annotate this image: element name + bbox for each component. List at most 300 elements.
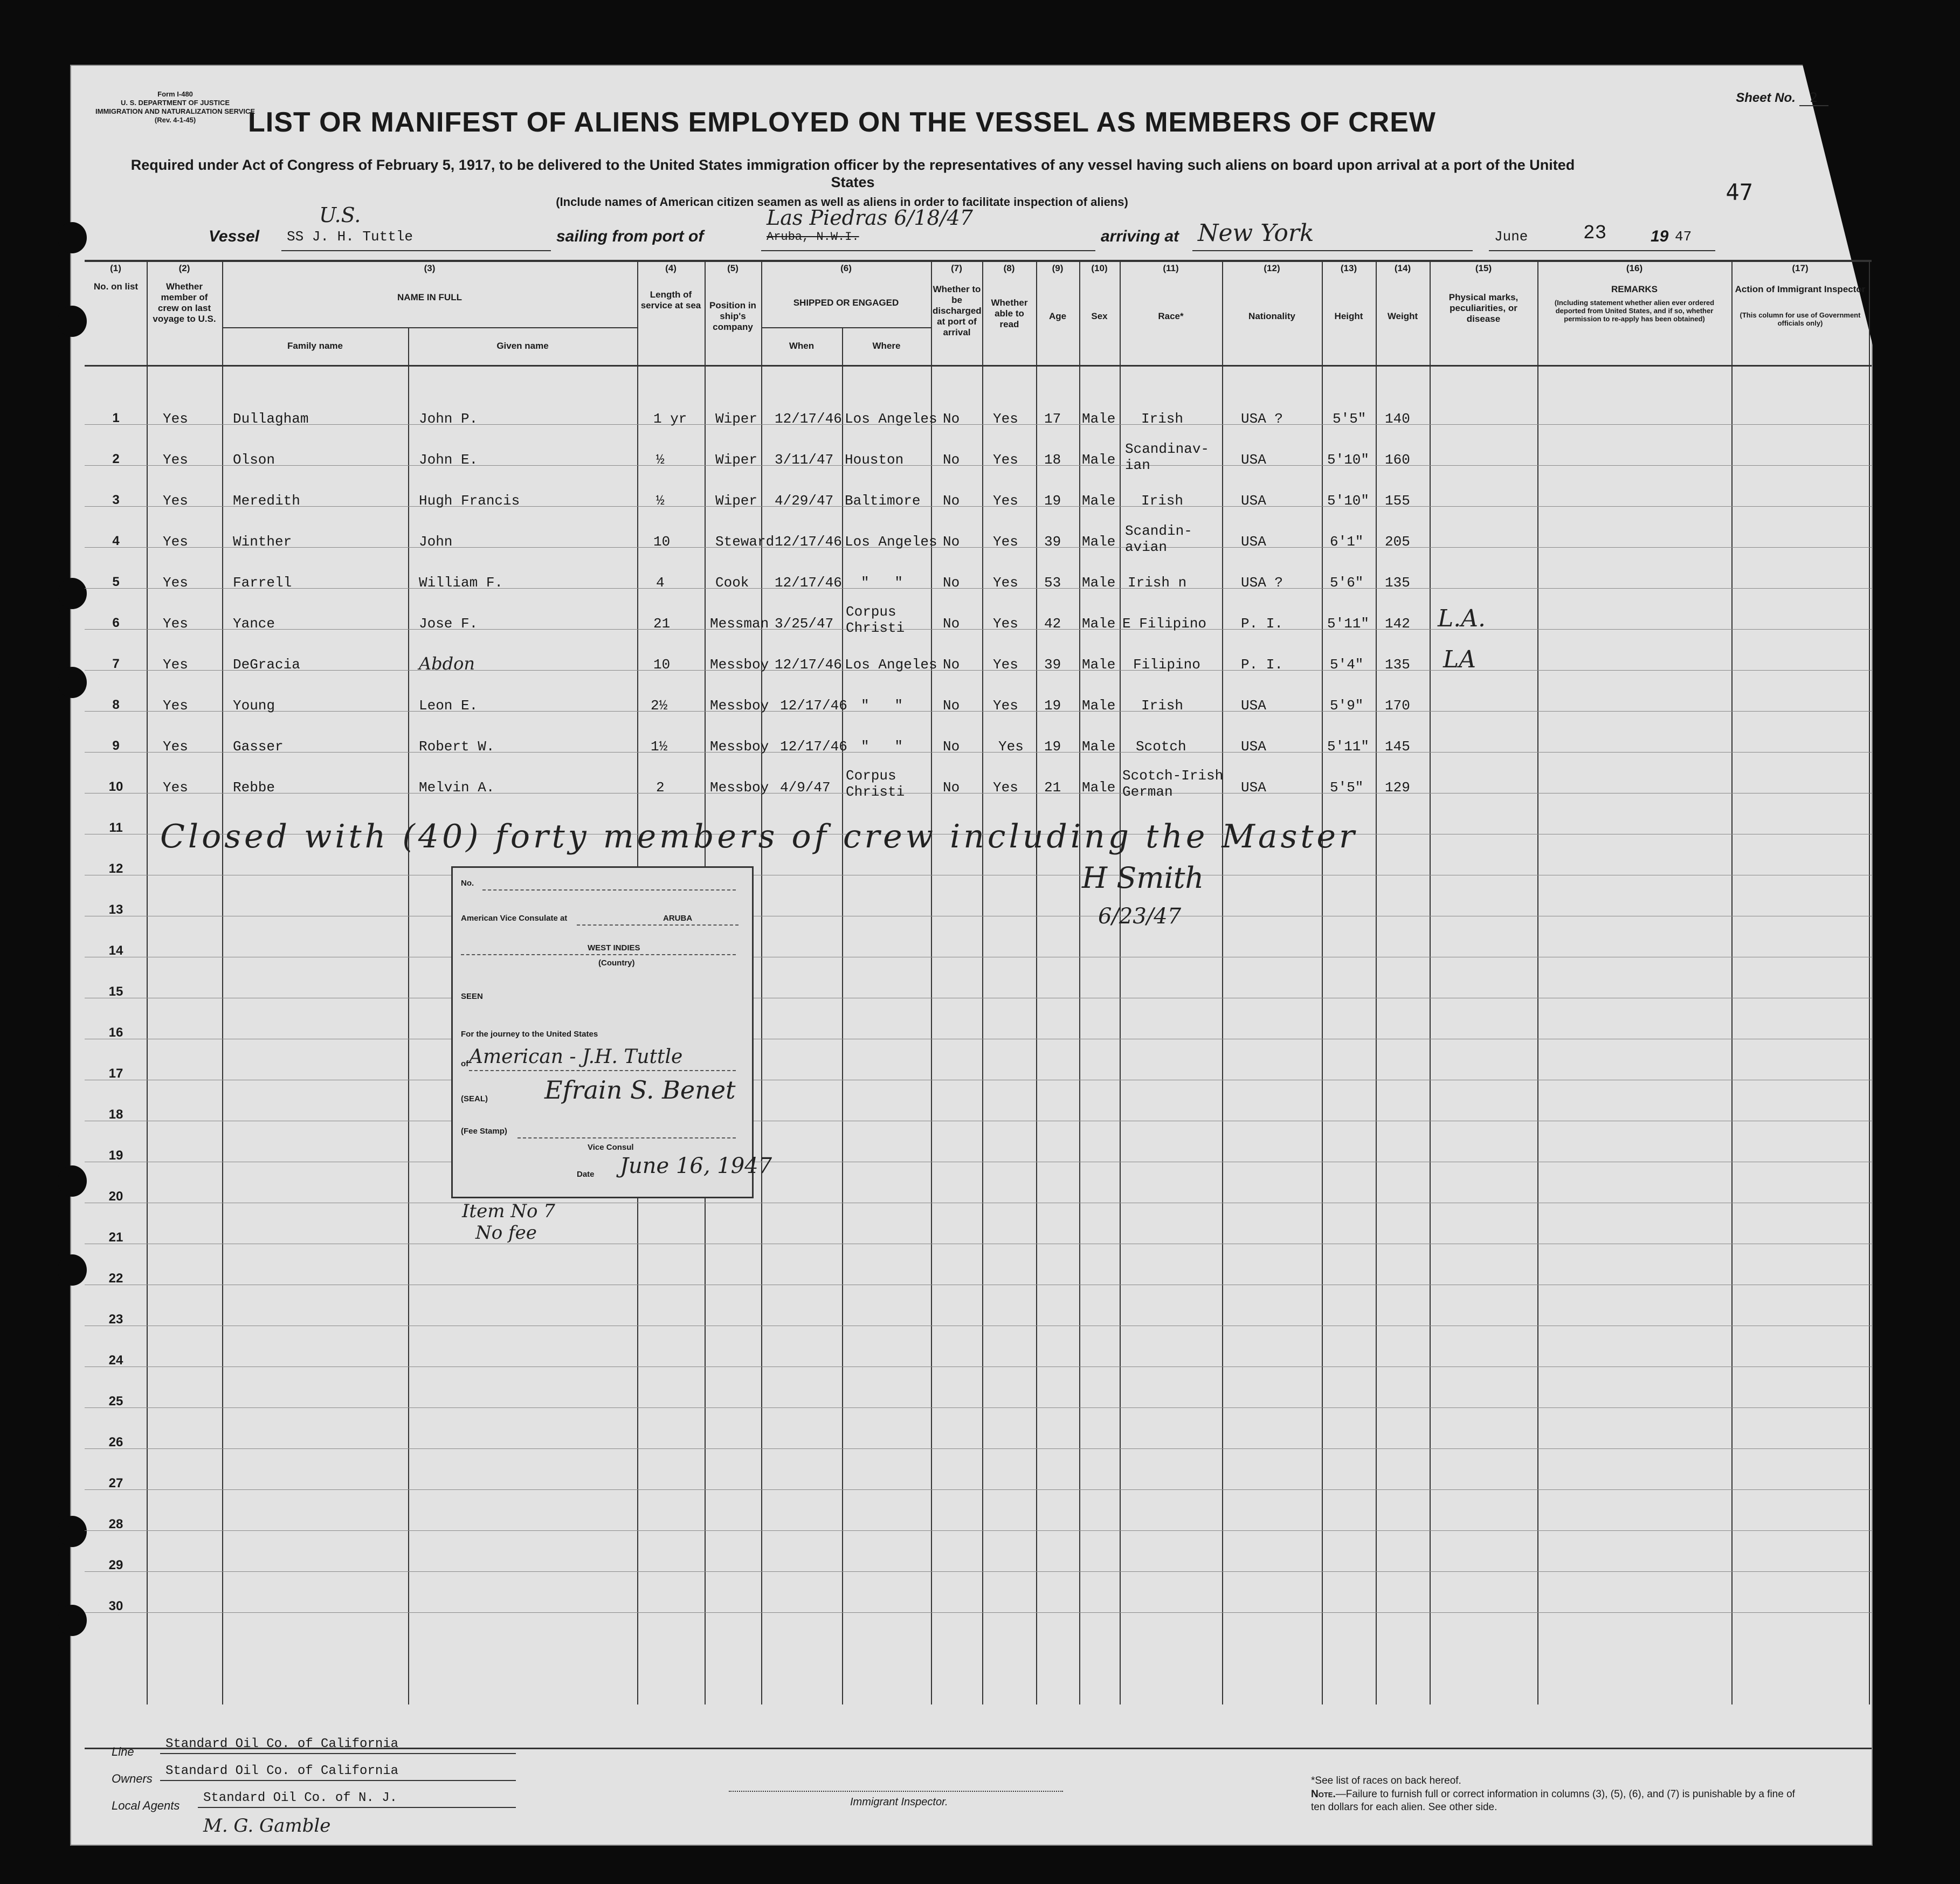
cell-weight: 155 xyxy=(1385,493,1410,509)
inspector-signature-line xyxy=(729,1791,1063,1792)
row-number: 14 xyxy=(108,943,123,958)
cell-height: 5'6" xyxy=(1330,575,1364,591)
cell-weight: 170 xyxy=(1385,698,1410,714)
row-number: 3 xyxy=(112,493,120,507)
cell-family-name: Olson xyxy=(233,452,275,468)
punch-hole xyxy=(58,1516,87,1547)
table-row xyxy=(85,493,1869,534)
shipped-subheader-line xyxy=(761,327,931,328)
cell-family-name: Young xyxy=(233,698,275,714)
footer-owners xyxy=(112,1772,153,1786)
sheet-value: 2 xyxy=(1799,90,1828,106)
row-number: 2 xyxy=(112,452,120,466)
cell-previous-voyage: Yes xyxy=(163,779,188,796)
col-num: (6) xyxy=(840,263,852,273)
cell-previous-voyage: Yes xyxy=(163,739,188,755)
cell-when: 4/9/47 xyxy=(780,779,831,796)
cell-nationality: USA xyxy=(1241,534,1266,550)
cell-nationality: P. I. xyxy=(1241,657,1283,673)
inspector-label xyxy=(850,1796,948,1809)
cell-sex: Male xyxy=(1082,575,1116,591)
header-height: Height xyxy=(1334,311,1363,321)
table-row xyxy=(85,698,1869,739)
cell-race: Scotch xyxy=(1136,739,1186,755)
table-row xyxy=(85,441,1869,493)
arriving-underline xyxy=(1192,250,1473,251)
cell-age: 19 xyxy=(1044,493,1061,509)
cell-nationality: USA ? xyxy=(1241,411,1283,427)
dash-line xyxy=(469,1070,736,1071)
cell-age: 17 xyxy=(1044,411,1061,427)
subtitle: Required under Act of Congress of February 5, 1917, to be delivered to the United States immigration officer by the representatives of any vessel having such aliens on board upon arrival at a port of the United States xyxy=(130,157,1575,190)
col-num: (17) xyxy=(1792,263,1809,273)
stamp-number: 47 xyxy=(1726,179,1753,205)
header-remarks-note: (Including statement whether alien ever ordered deported from United States, and if so, whether permission to re-apply has been obtained) xyxy=(1554,299,1715,323)
cell-weight: 135 xyxy=(1385,575,1410,591)
row-number: 10 xyxy=(108,779,123,794)
races-note: *See list of races on back hereof. xyxy=(1311,1775,1461,1786)
cell-age: 19 xyxy=(1044,739,1061,755)
cell-read: Yes xyxy=(993,779,1018,796)
cell-position: Messboy xyxy=(710,657,769,673)
cell-given-name: Leon E. xyxy=(419,698,478,714)
cell-read: Yes xyxy=(993,534,1018,550)
cell-sex: Male xyxy=(1082,493,1116,509)
consul-note-fee: No fee xyxy=(475,1222,537,1244)
cell-position: Wiper xyxy=(715,493,758,509)
sailing-underline xyxy=(761,250,1095,251)
department: U. S. DEPARTMENT OF JUSTICE xyxy=(121,99,230,107)
row-number: 1 xyxy=(112,411,120,425)
row-number: 24 xyxy=(108,1353,123,1368)
row-number: 23 xyxy=(108,1312,123,1327)
cell-race: Irish xyxy=(1141,698,1184,714)
seen-label: SEEN xyxy=(461,992,483,1001)
cell-given-name: John xyxy=(419,534,453,550)
col-num: (14) xyxy=(1394,263,1411,273)
cell-given-name: Melvin A. xyxy=(419,779,495,796)
dash-line xyxy=(482,889,736,891)
cell-discharged: No xyxy=(943,657,960,673)
col-num: (1) xyxy=(110,263,121,273)
col-num: (5) xyxy=(727,263,739,273)
cell-given-name: Jose F. xyxy=(419,616,478,632)
header-service: Length of service at sea xyxy=(640,289,701,310)
sheet-number xyxy=(1736,90,1828,106)
cell-family-name: Winther xyxy=(233,534,292,550)
row-number: 13 xyxy=(108,902,123,917)
vessel-underline xyxy=(281,250,551,251)
cell-sex: Male xyxy=(1082,779,1116,796)
col-num: (12) xyxy=(1264,263,1280,273)
col-num: (4) xyxy=(665,263,677,273)
cell-nationality: USA xyxy=(1241,739,1266,755)
cell-weight: 160 xyxy=(1385,452,1410,468)
cell-when: 12/17/46 xyxy=(775,575,842,591)
col-num: (9) xyxy=(1052,263,1064,273)
cell-weight: 135 xyxy=(1385,657,1410,673)
header-race: Race* xyxy=(1158,311,1184,321)
cell-read: Yes xyxy=(993,657,1018,673)
cell-race: Scotch-Irish German xyxy=(1122,768,1224,800)
cell-height: 5'10" xyxy=(1327,493,1370,509)
cell-family-name: Farrell xyxy=(233,575,292,591)
of-label: of xyxy=(461,1059,469,1068)
subnote: (Include names of American citizen seamen as well as aliens in order to facilitate inspection of aliens) xyxy=(556,195,1128,209)
row-number: 15 xyxy=(108,984,123,999)
cell-read: Yes xyxy=(993,411,1018,427)
agent-signature: M. G. Gamble xyxy=(203,1815,331,1837)
cell-previous-voyage: Yes xyxy=(163,698,188,714)
row-number: 26 xyxy=(108,1435,123,1450)
cell-where: Corpus Christi xyxy=(846,768,905,800)
cell-where: Houston xyxy=(845,452,904,468)
header-position: Position in ship's company xyxy=(709,300,756,332)
cell-service: 2 xyxy=(656,779,665,796)
row-number: 6 xyxy=(112,616,120,630)
cell-where: " " xyxy=(861,698,903,714)
header-when: When xyxy=(789,341,815,351)
table-row xyxy=(85,604,1869,657)
cell-read: Yes xyxy=(993,575,1018,591)
header-inspector-action: Action of Immigrant Inspector xyxy=(1735,284,1866,294)
agents-label: Local Agents xyxy=(112,1799,180,1812)
form-number: Form I-480 xyxy=(157,90,193,98)
cell-previous-voyage: Yes xyxy=(163,657,188,673)
col-num: (7) xyxy=(951,263,962,273)
cell-age: 39 xyxy=(1044,657,1061,673)
cell-position: Wiper xyxy=(715,411,758,427)
cell-nationality: USA xyxy=(1241,698,1266,714)
cell-service: 10 xyxy=(653,534,671,550)
cell-race: Irish xyxy=(1141,411,1184,427)
cell-when: 4/29/47 xyxy=(775,493,834,509)
country-label: (Country) xyxy=(598,958,635,968)
row-line xyxy=(85,1407,1872,1408)
cell-position: Cook xyxy=(715,575,749,591)
cell-discharged: No xyxy=(943,534,960,550)
cell-height: 6'1" xyxy=(1330,534,1364,550)
row-number: 11 xyxy=(109,820,123,835)
cell-height: 5'5" xyxy=(1333,411,1367,427)
table-top-border xyxy=(85,260,1872,262)
page-title: LIST OR MANIFEST OF ALIENS EMPLOYED ON THE VESSEL AS MEMBERS OF CREW xyxy=(248,107,1436,138)
row-number: 16 xyxy=(108,1025,123,1040)
cell-weight: 140 xyxy=(1385,411,1410,427)
owners-label: Owners xyxy=(112,1772,153,1785)
consul-stamp xyxy=(451,866,772,1198)
punch-hole xyxy=(58,306,87,337)
cell-age: 42 xyxy=(1044,616,1061,632)
cell-height: 5'11" xyxy=(1327,616,1370,632)
cell-nationality: P. I. xyxy=(1241,616,1283,632)
cell-previous-voyage: Yes xyxy=(163,452,188,468)
col-num: (2) xyxy=(178,263,190,273)
cell-family-name: Dullagham xyxy=(233,411,309,427)
punch-hole xyxy=(58,222,87,253)
cell-when: 12/17/46 xyxy=(775,534,842,550)
arrival-month: June xyxy=(1494,229,1528,245)
cell-discharged: No xyxy=(943,616,960,632)
journey-label: For the journey to the United States xyxy=(461,1030,598,1039)
table-row xyxy=(85,411,1869,452)
cell-race: Filipino xyxy=(1133,657,1200,673)
cell-service: 1½ xyxy=(651,739,668,755)
punch-hole xyxy=(58,578,87,609)
cell-where: Los Angeles xyxy=(845,411,937,427)
cell-race: Irish xyxy=(1141,493,1184,509)
cell-where: Los Angeles xyxy=(845,657,937,673)
cell-physical-marks: L.A. xyxy=(1438,605,1486,632)
cell-weight: 142 xyxy=(1385,616,1410,632)
revision: (Rev. 4-1-45) xyxy=(154,116,196,124)
cell-where: " " xyxy=(861,575,903,591)
cell-when: 12/17/46 xyxy=(780,698,847,714)
punch-hole xyxy=(58,1165,87,1197)
cell-service: ½ xyxy=(656,493,665,509)
cell-family-name: Meredith xyxy=(233,493,300,509)
row-number: 27 xyxy=(108,1476,123,1490)
cell-discharged: No xyxy=(943,452,960,468)
row-number: 29 xyxy=(108,1558,123,1572)
vessel-label: Vessel xyxy=(209,227,259,245)
footer-line xyxy=(112,1745,134,1759)
cell-given-name: William F. xyxy=(419,575,503,591)
cell-previous-voyage: Yes xyxy=(163,534,188,550)
country-value: WEST INDIES xyxy=(588,943,640,953)
row-line xyxy=(85,1612,1872,1613)
owners-underline xyxy=(160,1780,516,1781)
cell-position: Steward xyxy=(715,534,775,550)
row-number: 28 xyxy=(108,1517,123,1531)
cell-given-name: John E. xyxy=(419,452,478,468)
consul-note-item: Item No 7 xyxy=(462,1200,555,1222)
cell-height: 5'9" xyxy=(1330,698,1364,714)
dash-line xyxy=(577,924,739,926)
service: IMMIGRATION AND NATURALIZATION SERVICE xyxy=(95,107,256,115)
header-weight: Weight xyxy=(1387,311,1418,321)
row-line xyxy=(85,1489,1872,1490)
cell-race: Irish n xyxy=(1128,575,1187,591)
cell-sex: Male xyxy=(1082,452,1116,468)
closing-statement: Closed with (40) forty members of crew including the Master xyxy=(160,818,1358,855)
cell-read: Yes xyxy=(993,452,1018,468)
cell-where: " " xyxy=(861,739,903,755)
row-line xyxy=(85,1448,1872,1449)
cell-previous-voyage: Yes xyxy=(163,493,188,509)
vessel-flag: U.S. xyxy=(319,203,361,227)
date-underline xyxy=(1489,250,1715,251)
header-given-name: Given name xyxy=(496,341,549,351)
vessel-name: SS J. H. Tuttle xyxy=(287,229,413,245)
cell-service: ½ xyxy=(656,452,665,468)
header-bottom-border xyxy=(85,365,1872,367)
sailing-port-struck: Aruba, N.W.I. xyxy=(767,230,859,244)
year-prefix: 19 xyxy=(1651,227,1669,245)
cell-sex: Male xyxy=(1082,534,1116,550)
cell-age: 18 xyxy=(1044,452,1061,468)
line-value: Standard Oil Co. of California xyxy=(165,1737,399,1751)
line-label: Line xyxy=(112,1745,134,1758)
cell-position: Messboy xyxy=(710,739,769,755)
inspector-label-text: Immigrant Inspector. xyxy=(850,1796,948,1808)
dash-line xyxy=(517,1137,736,1138)
cell-height: 5'11" xyxy=(1327,739,1370,755)
cell-age: 21 xyxy=(1044,779,1061,796)
arriving-port: New York xyxy=(1198,219,1314,247)
cell-height: 5'10" xyxy=(1327,452,1370,468)
cell-service: 2½ xyxy=(651,698,668,714)
cell-sex: Male xyxy=(1082,616,1116,632)
crew-table xyxy=(85,260,1872,1704)
header-nationality: Nationality xyxy=(1248,311,1295,321)
row-number: 12 xyxy=(108,861,123,876)
name-subheader-line xyxy=(222,327,637,328)
cell-age: 53 xyxy=(1044,575,1061,591)
cell-race: Scandin- avian xyxy=(1125,523,1192,555)
line-underline xyxy=(160,1753,516,1754)
cell-where: Corpus Christi xyxy=(846,604,905,636)
header-where: Where xyxy=(872,341,901,351)
row-number: 30 xyxy=(108,1599,123,1613)
cell-discharged: No xyxy=(943,575,960,591)
cell-position: Messboy xyxy=(710,698,769,714)
cell-discharged: No xyxy=(943,493,960,509)
cell-read: Yes xyxy=(993,616,1018,632)
cell-weight: 145 xyxy=(1385,739,1410,755)
note-label: Note. xyxy=(1311,1789,1336,1800)
cell-race: E Filipino xyxy=(1122,616,1207,632)
col-num: (10) xyxy=(1091,263,1108,273)
cell-when: 12/17/46 xyxy=(775,411,842,427)
fine-note xyxy=(1311,1788,1807,1814)
cell-sex: Male xyxy=(1082,411,1116,427)
cell-sex: Male xyxy=(1082,698,1116,714)
row-number: 25 xyxy=(108,1394,123,1409)
consul-no-label: No. xyxy=(461,879,474,888)
cell-position: Messman xyxy=(710,616,769,632)
col-line xyxy=(1869,260,1870,1704)
consul-label: Vice Consul xyxy=(588,1143,634,1152)
table-row xyxy=(85,523,1869,575)
cell-read: Yes xyxy=(998,739,1024,755)
cell-weight: 205 xyxy=(1385,534,1410,550)
col-num: (8) xyxy=(1003,263,1015,273)
fee-stamp-label: (Fee Stamp) xyxy=(461,1127,507,1136)
col-num: (13) xyxy=(1340,263,1357,273)
agents-underline xyxy=(198,1807,516,1808)
cell-discharged: No xyxy=(943,739,960,755)
cell-position: Messboy xyxy=(710,779,769,796)
sailing-label: sailing from port of xyxy=(556,227,704,245)
cell-weight: 129 xyxy=(1385,779,1410,796)
sheet-label: Sheet No. xyxy=(1736,91,1796,105)
cell-age: 39 xyxy=(1044,534,1061,550)
header-discharged: Whether to be discharged at port of arrival xyxy=(933,284,982,337)
consul-signature: Efrain S. Benet xyxy=(544,1075,736,1105)
cell-read: Yes xyxy=(993,698,1018,714)
cell-when: 12/17/46 xyxy=(775,657,842,673)
consulate-place: ARUBA xyxy=(663,914,693,923)
cell-age: 19 xyxy=(1044,698,1061,714)
cell-family-name: Rebbe xyxy=(233,779,275,796)
row-number: 5 xyxy=(112,575,120,589)
cell-given-name: Hugh Francis xyxy=(419,493,520,509)
cell-previous-voyage: Yes xyxy=(163,575,188,591)
cell-nationality: USA xyxy=(1241,452,1266,468)
cell-where: Los Angeles xyxy=(845,534,937,550)
arrival-day: 23 xyxy=(1583,222,1607,244)
agents-value: Standard Oil Co. of N. J. xyxy=(203,1791,398,1805)
header-no: No. on list xyxy=(93,281,139,292)
cell-given-name: John P. xyxy=(419,411,478,427)
cell-family-name: Gasser xyxy=(233,739,284,755)
header-age: Age xyxy=(1048,311,1067,321)
header-shipped: SHIPPED OR ENGAGED xyxy=(793,298,899,308)
row-number: 4 xyxy=(112,534,120,548)
seal-label: (SEAL) xyxy=(461,1094,488,1103)
row-number: 7 xyxy=(112,657,120,671)
arriving-label: arriving at xyxy=(1101,227,1179,245)
consulate-label: American Vice Consulate at xyxy=(461,914,568,923)
cell-race: Scandinav- ian xyxy=(1125,441,1210,473)
footer-agents xyxy=(112,1799,180,1813)
cell-where: Baltimore xyxy=(845,493,921,509)
manifest-sheet xyxy=(70,65,1873,1846)
cell-height: 5'4" xyxy=(1330,657,1364,673)
cell-nationality: USA xyxy=(1241,493,1266,509)
header-previous-voyage: Whether member of crew on last voyage to U.S. xyxy=(153,281,216,324)
table-row xyxy=(85,768,1869,820)
header-family-name: Family name xyxy=(287,341,343,351)
cell-nationality: USA ? xyxy=(1241,575,1283,591)
year-suffix: 47 xyxy=(1675,229,1692,245)
row-number: 9 xyxy=(112,739,120,753)
stamp-date-label: Date xyxy=(577,1170,595,1179)
row-line xyxy=(85,1571,1872,1572)
table-row xyxy=(85,575,1869,616)
cell-discharged: No xyxy=(943,411,960,427)
header-name: NAME IN FULL xyxy=(397,292,462,302)
dash-line xyxy=(461,954,736,955)
cell-when: 12/17/46 xyxy=(780,739,847,755)
row-line xyxy=(85,1530,1872,1531)
cell-sex: Male xyxy=(1082,657,1116,673)
stamp-date: June 16, 1947 xyxy=(620,1154,772,1178)
row-number: 21 xyxy=(108,1230,123,1245)
row-number: 8 xyxy=(112,698,120,712)
header-physical-marks: Physical marks, peculiarities, or disease xyxy=(1448,292,1519,324)
cell-height: 5'5" xyxy=(1330,779,1364,796)
closing-signature: H Smith xyxy=(1082,861,1204,895)
punch-hole xyxy=(58,667,87,698)
cell-given-name: Abdon xyxy=(419,653,475,674)
cell-family-name: Yance xyxy=(233,616,275,632)
cell-physical-marks: LA xyxy=(1443,646,1476,673)
punch-hole xyxy=(58,1605,87,1636)
col-num: (3) xyxy=(424,263,436,273)
row-number: 18 xyxy=(108,1107,123,1122)
cell-discharged: No xyxy=(943,779,960,796)
cell-service: 21 xyxy=(653,616,671,632)
cell-service: 1 yr xyxy=(653,411,687,427)
cell-position: Wiper xyxy=(715,452,758,468)
cell-when: 3/25/47 xyxy=(775,616,834,632)
cell-sex: Male xyxy=(1082,739,1116,755)
cell-given-name: Robert W. xyxy=(419,739,495,755)
header-inspector-note: (This column for use of Government officials only) xyxy=(1740,311,1861,327)
note-text: —Failure to furnish full or correct information in columns (3), (5), (6), and (7) is punishable by a fine of ten dollars for each alien. See other side. xyxy=(1311,1789,1795,1813)
